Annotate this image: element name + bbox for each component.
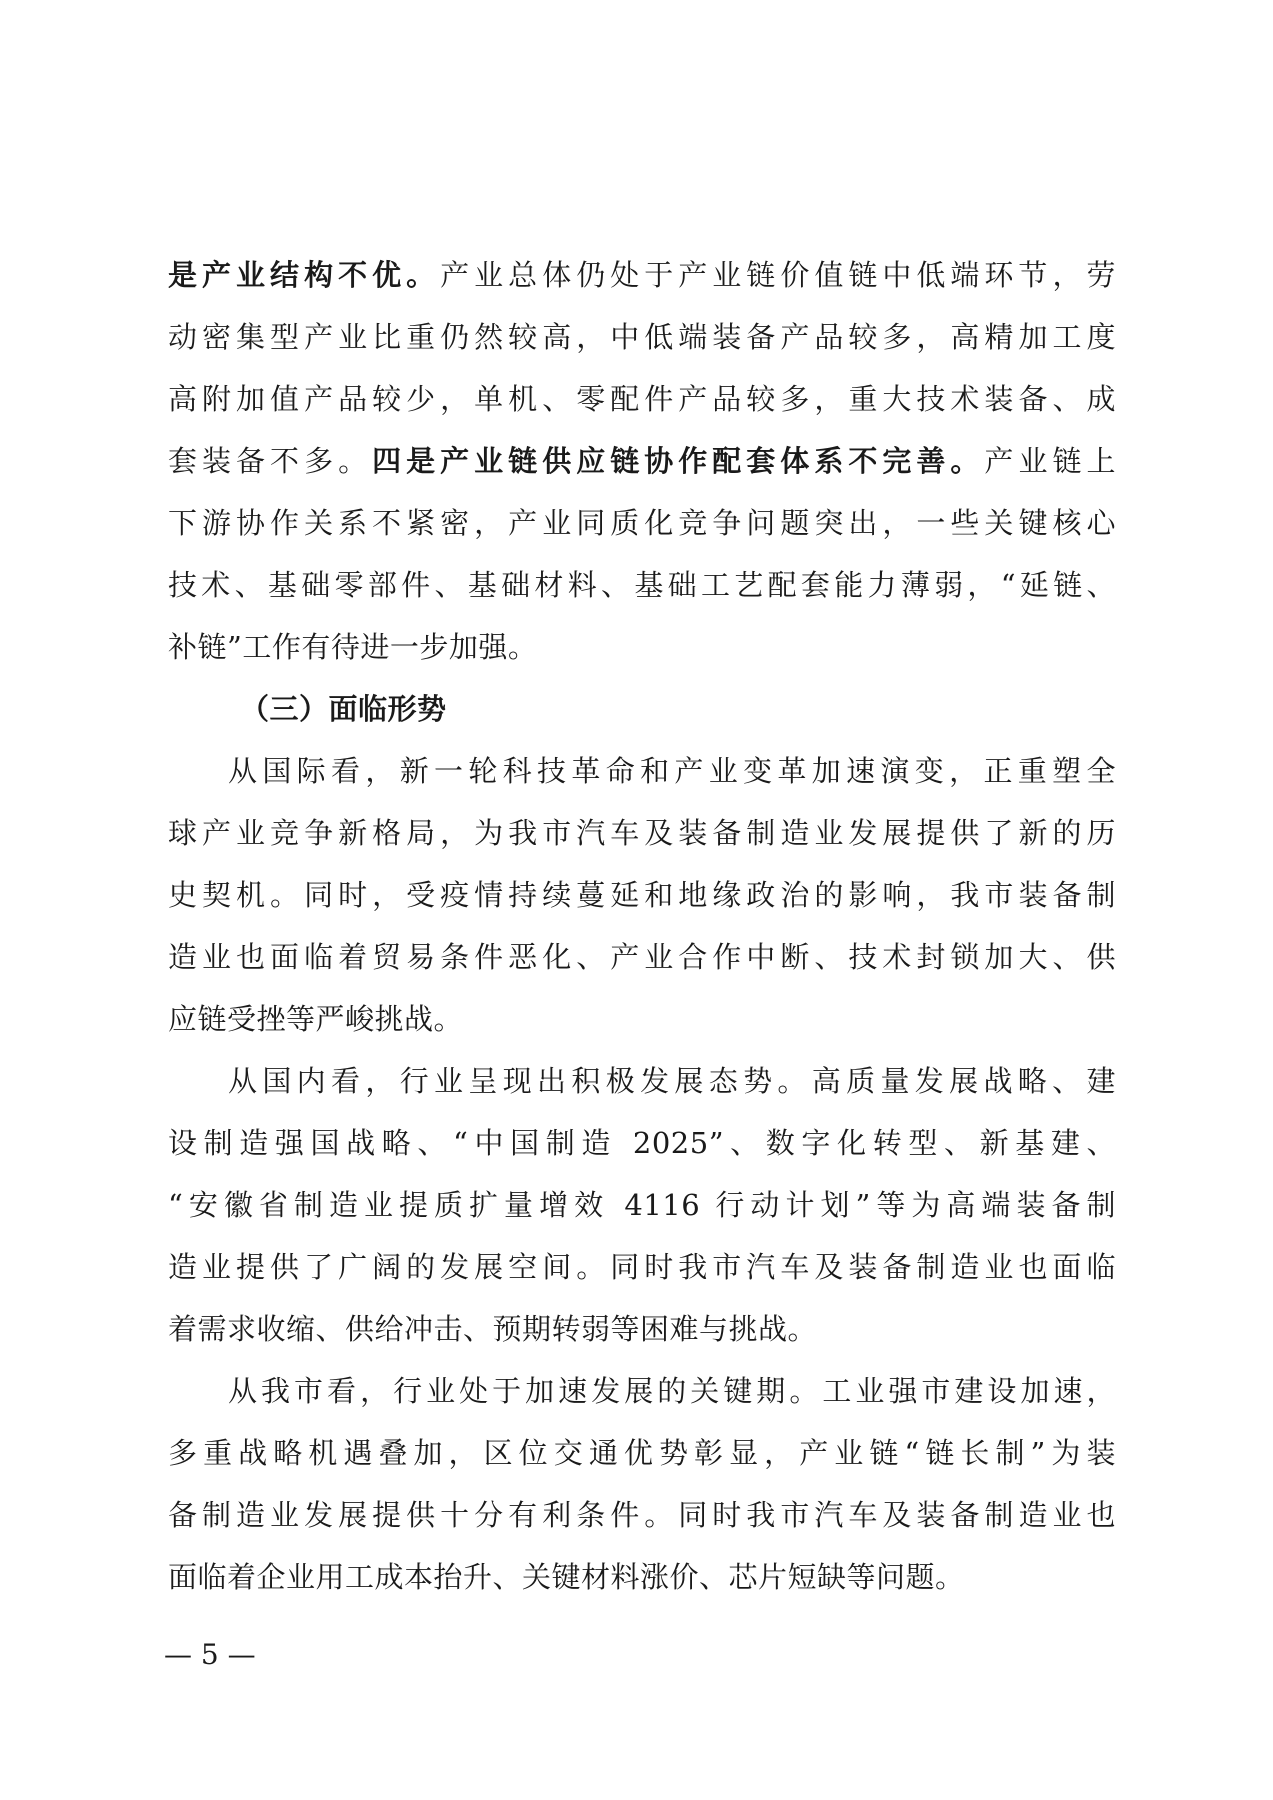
paragraph-city-line: 面临着企业用工成本抬升、关键材料涨价、芯片短缺等问题。 [168, 1560, 965, 1594]
page-body [168, 244, 1116, 1608]
paragraph-domestic-line: “安徽省制造业提质扩量增效 4116 行动计划”等为高端装备制 [168, 1188, 1116, 1222]
text-line: 动密集型产业比重仍然较高，中低端装备产品较多，高精加工度 [168, 320, 1116, 354]
line-text: 产业总体仍处于产业链价值链中低端环节，劳 [440, 258, 1116, 292]
paragraph-international-line: 球产业竞争新格局，为我市汽车及装备制造业发展提供了新的历 [168, 816, 1116, 850]
text-line: 高附加值产品较少，单机、零配件产品较多，重大技术装备、成 [168, 382, 1116, 416]
paragraph-international-line: 从国际看，新一轮科技革命和产业变革加速演变，正重塑全 [228, 754, 1116, 788]
paragraph-domestic-line: 设制造强国战略、“中国制造 2025”、数字化转型、新基建、 [168, 1126, 1116, 1160]
page-number: — 5 — [164, 1638, 256, 1671]
line-tail: 产业链上 [984, 444, 1116, 478]
paragraph-city-line: 多重战略机遇叠加，区位交通优势彰显，产业链“链长制”为装 [168, 1436, 1116, 1470]
text-line [168, 244, 1116, 306]
text-line: 补链”工作有待进一步加强。 [168, 630, 538, 664]
text-line: 下游协作关系不紧密，产业同质化竞争问题突出，一些关键核心 [168, 506, 1116, 540]
bold-mid-phrase: 四是产业链供应链协作配套体系不完善。 [372, 444, 985, 478]
section-heading: （三）面临形势 [240, 692, 447, 726]
bold-lead-phrase: 是产业结构不优。 [168, 258, 441, 292]
paragraph-domestic-line: 着需求收缩、供给冲击、预期转弱等困难与挑战。 [168, 1312, 818, 1346]
paragraph-city-line: 从我市看，行业处于加速发展的关键期。工业强市建设加速， [228, 1374, 1116, 1408]
paragraph-domestic-line: 造业提供了广阔的发展空间。同时我市汽车及装备制造业也面临 [168, 1250, 1116, 1284]
paragraph-domestic-line: 从国内看，行业呈现出积极发展态势。高质量发展战略、建 [228, 1064, 1116, 1098]
paragraph-city-line: 备制造业发展提供十分有利条件。同时我市汽车及装备制造业也 [168, 1498, 1116, 1532]
paragraph-international-line: 造业也面临着贸易条件恶化、产业合作中断、技术封锁加大、供 [168, 940, 1116, 974]
text-line: 技术、基础零部件、基础材料、基础工艺配套能力薄弱，“延链、 [168, 568, 1116, 602]
paragraph-international-line: 应链受挫等严峻挑战。 [168, 1002, 464, 1036]
text-line [168, 430, 1116, 492]
line-text: 套装备不多。 [168, 444, 373, 478]
paragraph-international-line: 史契机。同时，受疫情持续蔓延和地缘政治的影响，我市装备制 [168, 878, 1116, 912]
